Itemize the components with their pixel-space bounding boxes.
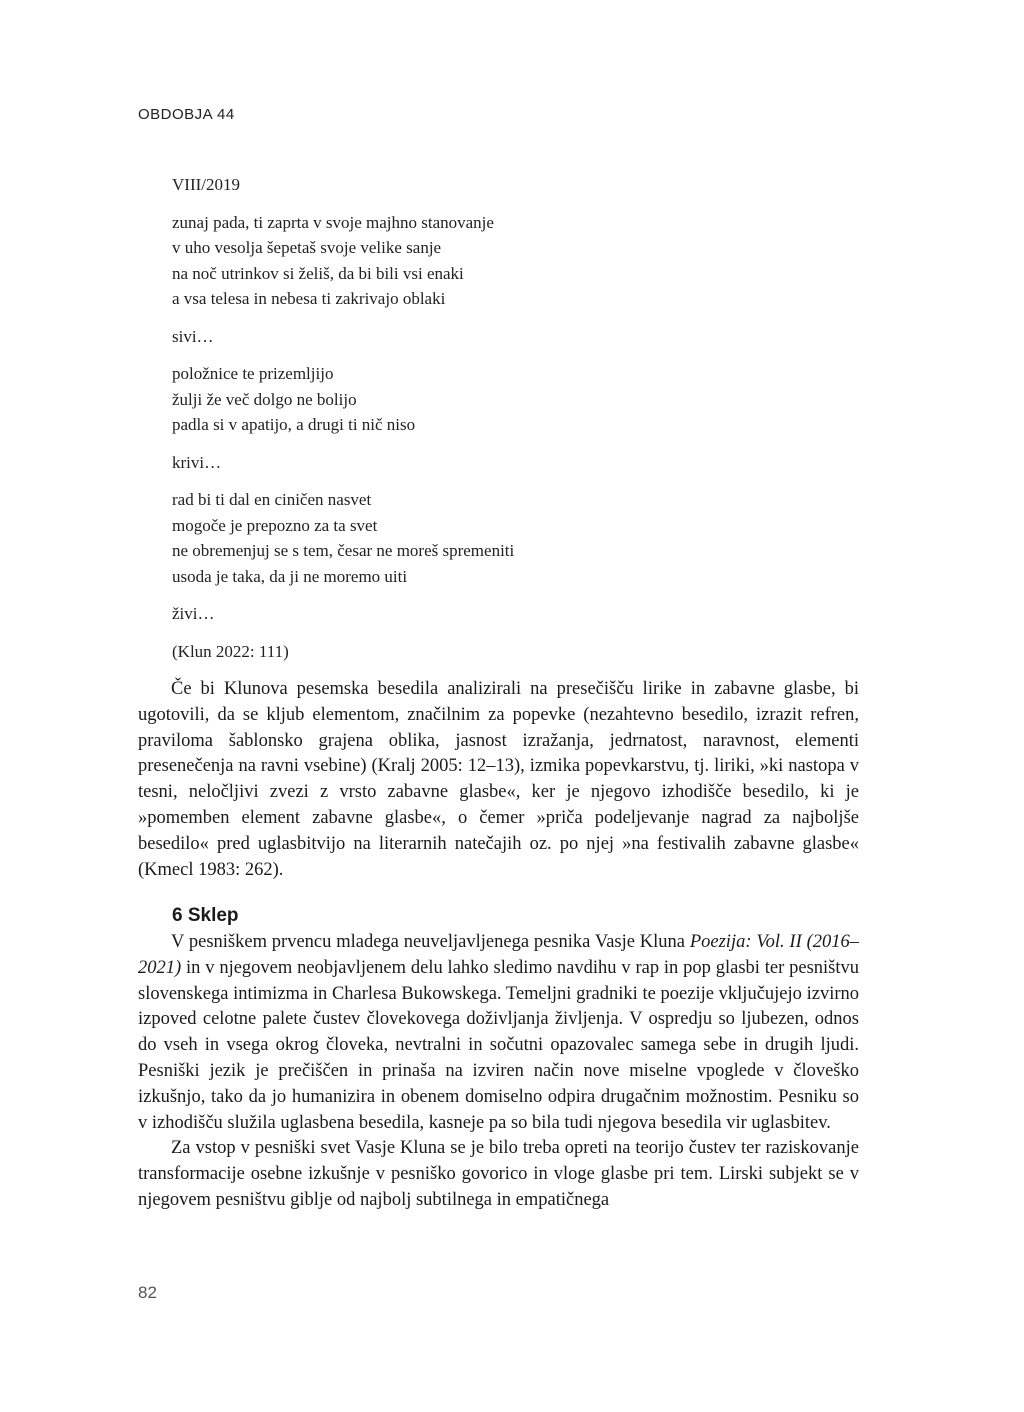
poem-block (172, 172, 872, 664)
section-heading: 6 Sklep (172, 905, 239, 926)
poem-line: ne obremenjuj se s tem, česar ne moreš spremeniti (172, 541, 515, 560)
body-paragraph-1 (138, 677, 859, 883)
poem-stanza-2 (172, 361, 872, 438)
paragraph-text: in v njegovem neobjavljenem delu lahko sledimo navdihu v rap in pop glasbi ter pesništvu slovenskega intimizma in Charlesa Bukowskega. Temeljni gradniki te poezije vključujejo izvirno izpoved celotne palete čustev človekovega doživljanja življenja. V ospredju so ljubezen, odnos do vseh in vsega okrog človeka, nevtralni in sočutni opazovalec samega sebe in drugih ljudi. Pesniški jezik je prečiščen in prinaša na izviren način nove miselne vpoglede v človeško izkušnjo, tako da jo humanizira in obenem domiselno odpira drugačnim možnostim. Pesniku so v izhodišču služila uglasbena besedila, kasneje pa so bila tudi njegova besedila vir uglasbitev. (138, 957, 859, 1133)
poem-stanza-1 (172, 210, 872, 312)
conclusion-paragraph-1 (138, 930, 859, 1136)
poem-line: padla si v apatijo, a drugi ti nič niso (172, 415, 416, 434)
page-number: 82 (138, 1283, 157, 1302)
conclusion-paragraph-2: Za vstop v pesniški svet Vasje Kluna se je bilo treba opreti na teorijo čustev ter raziskovanje transformacije osebne izkušnje v pesniško govorico in vloge glasbe pri tem. Lirski subjekt se v njegovem pesništvu giblje od najbolj subtilnega in empatičnega (138, 1138, 859, 1210)
poem-line: a vsa telesa in nebesa ti zakrivajo oblaki (172, 289, 446, 308)
paragraph-text: Če bi Klunova pesemska besedila analizirali na presečišču lirike in zabavne glasbe, bi ugotovili, da se kljub elementom, značilnim za popevke (nezahtevno besedilo, izrazit refren, praviloma šablonsko grajena oblika, jasnost izražanja, jedrnatost, naravnost, elementi presenečenja na ravni vsebine) (Kralj 2005: 12–13), izmika popevkarstvu, tj. liriki, »ki nastopa v tesni, neločljivi zvezi z vrsto zabavne glasbe«, ker je njegovo izhodišče besedilo, ki je »pomemben element zabavne glasbe«, o čemer »priča podeljevanje nagrad za najboljše besedilo« pred uglasbitvijo na literarnih natečajih oz. po njej »na festivalih zabavne glasbe« (Kmecl 1983: 262). (138, 679, 859, 880)
poem-line: na noč utrinkov si želiš, da bi bili vsi enaki (172, 263, 464, 283)
poem-citation: (Klun 2022: 111) (172, 641, 289, 661)
poem-line: rad bi ti dal en ciničen nasvet (172, 490, 372, 509)
poem-refrain: živi… (172, 604, 215, 623)
poem-line: v uho vesolja šepetaš svoje velike sanje (172, 238, 442, 257)
poem-refrain: krivi… (172, 452, 222, 472)
poem-line: žulji že več dolgo ne bolijo (172, 389, 357, 409)
book-title: Poezija: Vol. II (2016–2021) (138, 932, 859, 978)
poem-line: usoda je taka, da ji ne moremo uiti (172, 566, 408, 586)
running-head: OBDOBJA 44 (138, 106, 235, 123)
poem-refrain: sivi… (172, 326, 214, 346)
poem-title: VIII/2019 (172, 175, 240, 194)
poem-line: mogoče je prepozno za ta svet (172, 515, 378, 535)
conclusion-section (138, 930, 859, 1214)
paragraph-text: V pesniškem prvencu mladega neuveljavljenega pesnika Vasje Kluna (171, 932, 690, 952)
poem-line: položnice te prizemljijo (172, 364, 334, 383)
poem-stanza-3 (172, 487, 872, 589)
poem-line: zunaj pada, ti zaprta v svoje majhno stanovanje (172, 212, 494, 232)
